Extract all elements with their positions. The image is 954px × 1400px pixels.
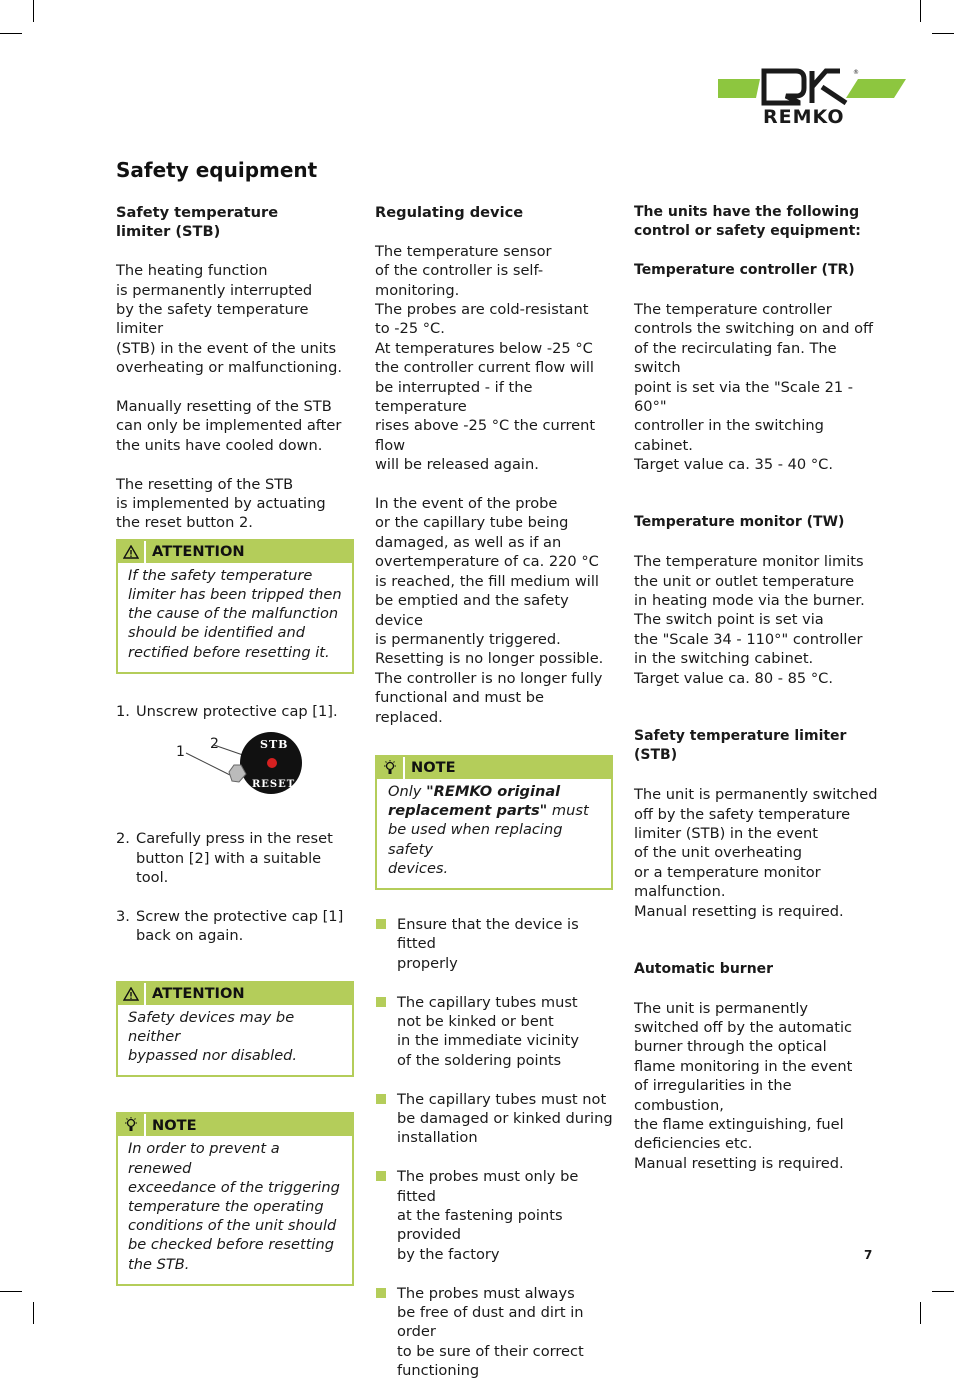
bullet-list <box>375 915 615 1381</box>
column-right <box>634 203 879 1193</box>
crop-mark <box>920 0 921 22</box>
page-number: 7 <box>864 1248 873 1262</box>
stb-reset-figure <box>116 729 356 805</box>
section-heading: Regulating device <box>375 204 524 221</box>
crop-mark <box>920 1302 921 1324</box>
attention-label: ATTENTION <box>152 985 245 1002</box>
attention-label: ATTENTION <box>152 543 245 561</box>
list-item: 3. Screw the protective cap [1] back on again. <box>116 907 344 945</box>
steps-list <box>116 829 356 945</box>
section-heading: Automatic burner <box>634 960 774 977</box>
attention-box <box>116 981 354 1078</box>
bullet-square-icon <box>376 1094 386 1104</box>
bullet-square-icon <box>376 1288 386 1298</box>
lightbulb-icon <box>377 757 405 779</box>
lightbulb-icon <box>118 1114 146 1136</box>
note-label: NOTE <box>152 1116 197 1134</box>
intro-heading: The units have the following control or safety equipment: <box>634 204 861 240</box>
note-text: Only "REMKO original replacement parts" must be used when replacing safety devices. <box>388 782 589 877</box>
list-item: 2. Carefully press in the reset button [2] with a suitable tool. <box>116 830 333 887</box>
crop-mark <box>0 33 22 34</box>
paragraph: The heating function is permanently interrupted by the safety temperature limiter (STB) in the event of the units overheating or malfunctioning. <box>116 262 342 377</box>
logo-wordmark: REMKO <box>763 106 845 128</box>
crop-mark <box>932 33 954 34</box>
list-item: The capillary tubes must not be damaged or kinked during installation <box>375 1090 615 1148</box>
crop-mark <box>0 1291 22 1292</box>
attention-text: If the safety temperature limiter has been tripped then the cause of the malfunction should be identified and rectified before resetting it. <box>128 566 342 661</box>
bullet-square-icon <box>376 919 386 929</box>
steps-list <box>116 702 356 721</box>
svg-text:®: ® <box>853 69 859 76</box>
crop-mark <box>33 0 34 22</box>
section-heading: Temperature controller (TR) <box>634 262 855 279</box>
paragraph: Manually resetting of the STB can only be implemented after the units have cooled down. <box>116 398 342 454</box>
paragraph: The resetting of the STB is implemented by actuating the reset button 2. <box>116 475 326 532</box>
reset-text: RESET <box>252 779 296 791</box>
note-label: NOTE <box>411 759 456 777</box>
note-box <box>375 755 613 890</box>
attention-box <box>116 539 354 674</box>
crop-mark <box>932 1291 954 1292</box>
figure-label-2: 2 <box>210 736 219 753</box>
list-item: 1. Unscrew protective cap [1]. <box>116 702 338 720</box>
page-title: Safety equipment <box>116 158 318 182</box>
column-left <box>116 203 356 1286</box>
warning-triangle-icon <box>118 983 146 1005</box>
list-item: The capillary tubes must not be kinked or bent in the immediate vicinity of the soldering points <box>375 993 615 1071</box>
list-item: The probes must only be fitted at the fastening points provided by the factory <box>375 1167 615 1264</box>
warning-triangle-icon <box>118 541 146 563</box>
paragraph: The temperature sensor of the controller is self-monitoring. The probes are cold-resistant to -25 °C. At temperatures below -25 °C the controller current flow will be interrupted - if the temperature rises above -25 °C the current flow will be released again. <box>375 242 596 474</box>
paragraph: The unit is permanently switched off by the safety temperature limiter (STB) in the event of the unit overheating or a temperature monitor malfunction. Manual resetting is required. <box>634 786 878 920</box>
bullet-square-icon <box>376 997 386 1007</box>
figure-label-1: 1 <box>176 744 185 761</box>
bullet-square-icon <box>376 1171 386 1181</box>
paragraph: The temperature controller controls the switching on and off of the recirculating fan. The switch point is set via the "Scale 21 - 60°" controller in the switching cabinet. Target value ca. 35 - 40 °C. <box>634 301 874 474</box>
list-item: Ensure that the device is fitted properly <box>375 915 615 973</box>
crop-mark <box>33 1302 34 1324</box>
section-heading: Temperature monitor (TW) <box>634 514 845 531</box>
column-middle <box>375 203 615 1400</box>
paragraph: The temperature monitor limits the unit or outlet temperature in heating mode via the burner. The switch point is set via the "Scale 34 - 110°" controller in the switching cabinet. Target value ca. 80 - 85 °C. <box>634 553 865 687</box>
note-text: In order to prevent a renewed exceedance of the triggering temperature the operating conditions of the unit should be checked before resetting the STB. <box>128 1140 340 1273</box>
stb-text: STB <box>260 738 289 752</box>
list-item: The probes must always be free of dust and dirt in order to be sure of their correct functioning <box>375 1284 615 1381</box>
paragraph: The unit is permanently switched off by the automatic burner through the optical flame monitoring in the event of irregularities in the combustion, the flame extinguishing, fuel deficiencies etc. Manual resetting is required. <box>634 999 853 1172</box>
paragraph: In the event of the probe or the capillary tube being damaged, as well as if an overtemperature of ca. 220 °C is reached, the fill medium will be emptied and the safety device is permanently triggered. Resetting is no longer possible. The controller is no longer fully functional and must be replaced. <box>375 495 604 726</box>
section-heading: Safety temperature limiter (STB) <box>116 204 279 241</box>
section-heading: Safety temperature limiter (STB) <box>634 727 847 764</box>
note-box <box>116 1112 354 1285</box>
remko-logo <box>718 66 908 128</box>
attention-text: Safety devices may be neither bypassed nor disabled. <box>128 1008 298 1065</box>
